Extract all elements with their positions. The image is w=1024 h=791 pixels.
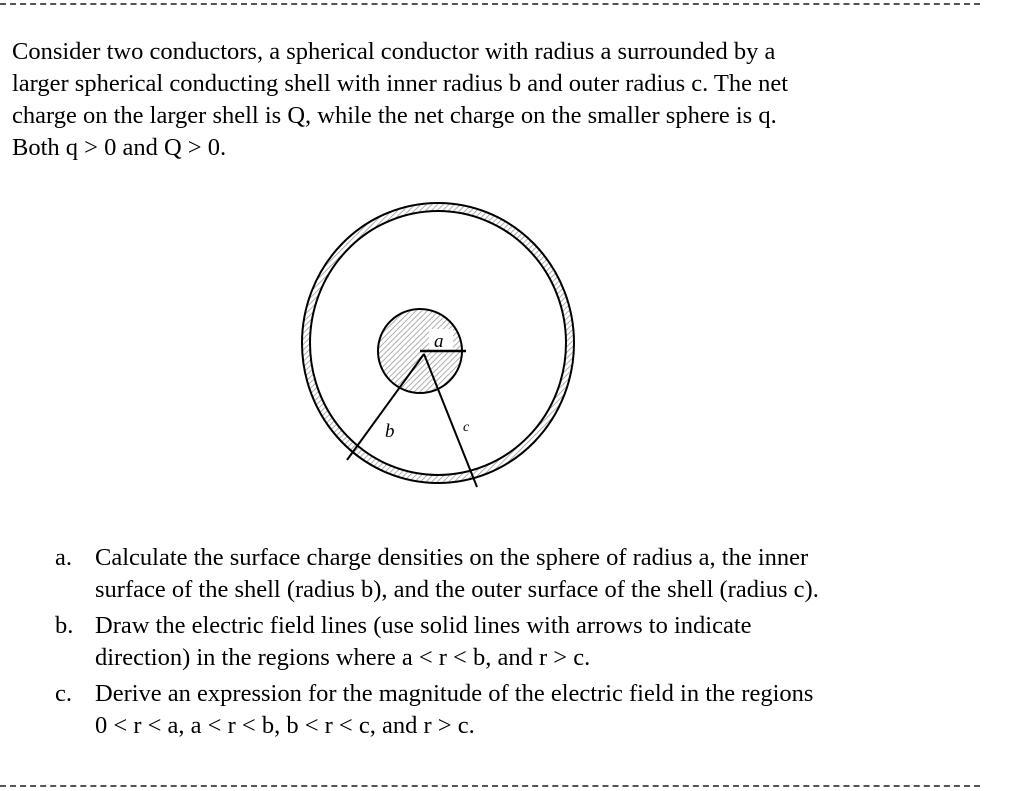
problem-statement: [12, 36, 892, 164]
intro-line-2: larger spherical conducting shell with inner radius b and outer radius c. The net: [12, 70, 789, 97]
label-a: a: [434, 331, 444, 352]
question-c-line-1: Derive an expression for the magnitude of the electric field in the regions: [95, 680, 814, 707]
label-c: c: [463, 420, 470, 435]
question-b-text: [95, 610, 935, 674]
question-a-text: [95, 542, 935, 606]
concentric-conductors-diagram: [300, 200, 580, 490]
question-b-line-1: Draw the electric field lines (use solid lines with arrows to indicate: [95, 612, 752, 639]
question-c-text: [95, 678, 935, 742]
question-a-line-2: surface of the shell (radius b), and the outer surface of the shell (radius c).: [95, 576, 819, 603]
intro-line-1: Consider two conductors, a spherical conductor with radius a surrounded by a: [12, 38, 776, 65]
question-a-line-1: Calculate the surface charge densities on the sphere of radius a, the inner: [95, 544, 809, 571]
intro-line-4: Both q > 0 and Q > 0.: [12, 134, 227, 161]
bottom-dashed-divider: [0, 785, 980, 787]
question-list: [55, 542, 935, 746]
question-b-line-2: direction) in the regions where a < r < b, and r > c.: [95, 644, 591, 671]
intro-line-3: charge on the larger shell is Q, while the net charge on the smaller sphere is q.: [12, 102, 777, 129]
question-b-marker: b.: [55, 612, 74, 639]
label-b: b: [385, 421, 395, 442]
question-a-marker: a.: [55, 544, 72, 571]
question-b: [55, 610, 935, 674]
question-c-line-2: 0 < r < a, a < r < b, b < r < c, and r > c.: [95, 712, 475, 739]
question-c: [55, 678, 935, 742]
question-c-marker: c.: [55, 680, 72, 707]
question-a: [55, 542, 935, 606]
diagram-svg: [300, 200, 580, 490]
top-dashed-divider: [0, 3, 980, 5]
